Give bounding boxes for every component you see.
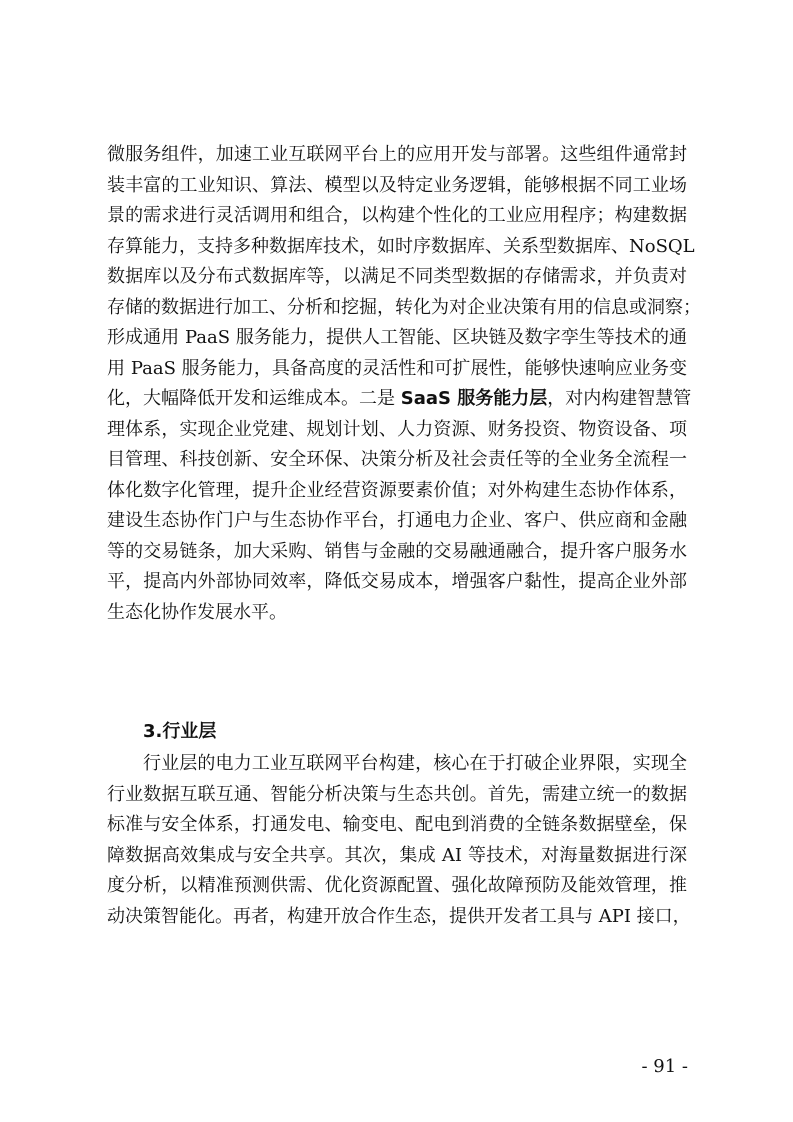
page-number: - 91 - [641, 1056, 688, 1077]
text-line: 装丰富的工业知识、算法、模型以及特定业务逻辑，能够根据不同工业场 [107, 174, 687, 196]
text-line: 行业层的电力工业互联网平台构建，核心在于打破企业界限，实现全 [143, 753, 687, 774]
text-line: 行业数据互联互通、智能分析决策与生态共创。首先，需建立统一的数据 [107, 783, 687, 805]
text-line: 平，提高内外部协同效率，降低交易成本，增强客户黏性，提高企业外部 [107, 571, 687, 592]
text-line: 度分析，以精准预测供需、优化资源配置、强化故障预防及能效管理，推 [107, 875, 687, 896]
text-line: 体化数字化管理，提升企业经营资源要素价值；对外构建生态协作体系， [107, 479, 687, 501]
text-segment: ，对内构建智慧管 [547, 388, 692, 409]
paragraph-industry-layer [107, 749, 691, 932]
text-line: 生态化协作发展水平。 [107, 601, 287, 623]
text-line: 形成通用 PaaS 服务能力，提供人工智能、区块链及数字孪生等技术的通 [107, 327, 687, 348]
text-line: 建设生态协作门户与生态协作平台，打通电力企业、客户、供应商和金融 [107, 510, 687, 531]
text-line: 等的交易链条，加大采购、销售与金融的交易融通融合，提升客户服务水 [107, 540, 687, 562]
text-line: 用 PaaS 服务能力，具备高度的灵活性和可扩展性，能够快速响应业务变 [107, 357, 687, 379]
text-line-with-bold [107, 384, 692, 415]
text-line: 数据库以及分布式数据库等，以满足不同类型数据的存储需求，并负责对 [107, 266, 687, 287]
text-line: 障数据高效集成与安全共享。其次，集成 AI 等技术，对海量数据进行深 [107, 844, 687, 866]
text-line: 目管理、科技创新、安全环保、决策分析及社会责任等的全业务全流程一 [107, 449, 687, 470]
text-line: 景的需求进行灵活调用和组合，以构建个性化的工业应用程序；构建数据 [107, 205, 687, 226]
text-line: 存算能力，支持多种数据库技术，如时序数据库、关系型数据库、NoSQL [107, 235, 695, 257]
text-line: 标准与安全体系，打通发电、输变电、配电到消费的全链条数据壁垒，保 [107, 814, 687, 835]
text-line: 理体系，实现企业党建、规划计划、人力资源、财务投资、物资设备、项 [107, 418, 687, 440]
paragraph-saas-layer [107, 140, 701, 628]
text-segment: 化，大幅降低开发和运维成本。二是 [107, 388, 401, 409]
bold-term-saas: SaaS 服务能力层 [400, 388, 548, 409]
section-heading: 3.行业层 [143, 721, 217, 742]
text-line: 动决策智能化。再者，构建开放合作生态，提供开发者工具与 API 接口， [107, 905, 691, 927]
text-line: 微服务组件，加速工业互联网平台上的应用开发与部署。这些组件通常封 [107, 144, 687, 165]
text-line: 存储的数据进行加工、分析和挖掘，转化为对企业决策有用的信息或洞察； [107, 296, 701, 318]
